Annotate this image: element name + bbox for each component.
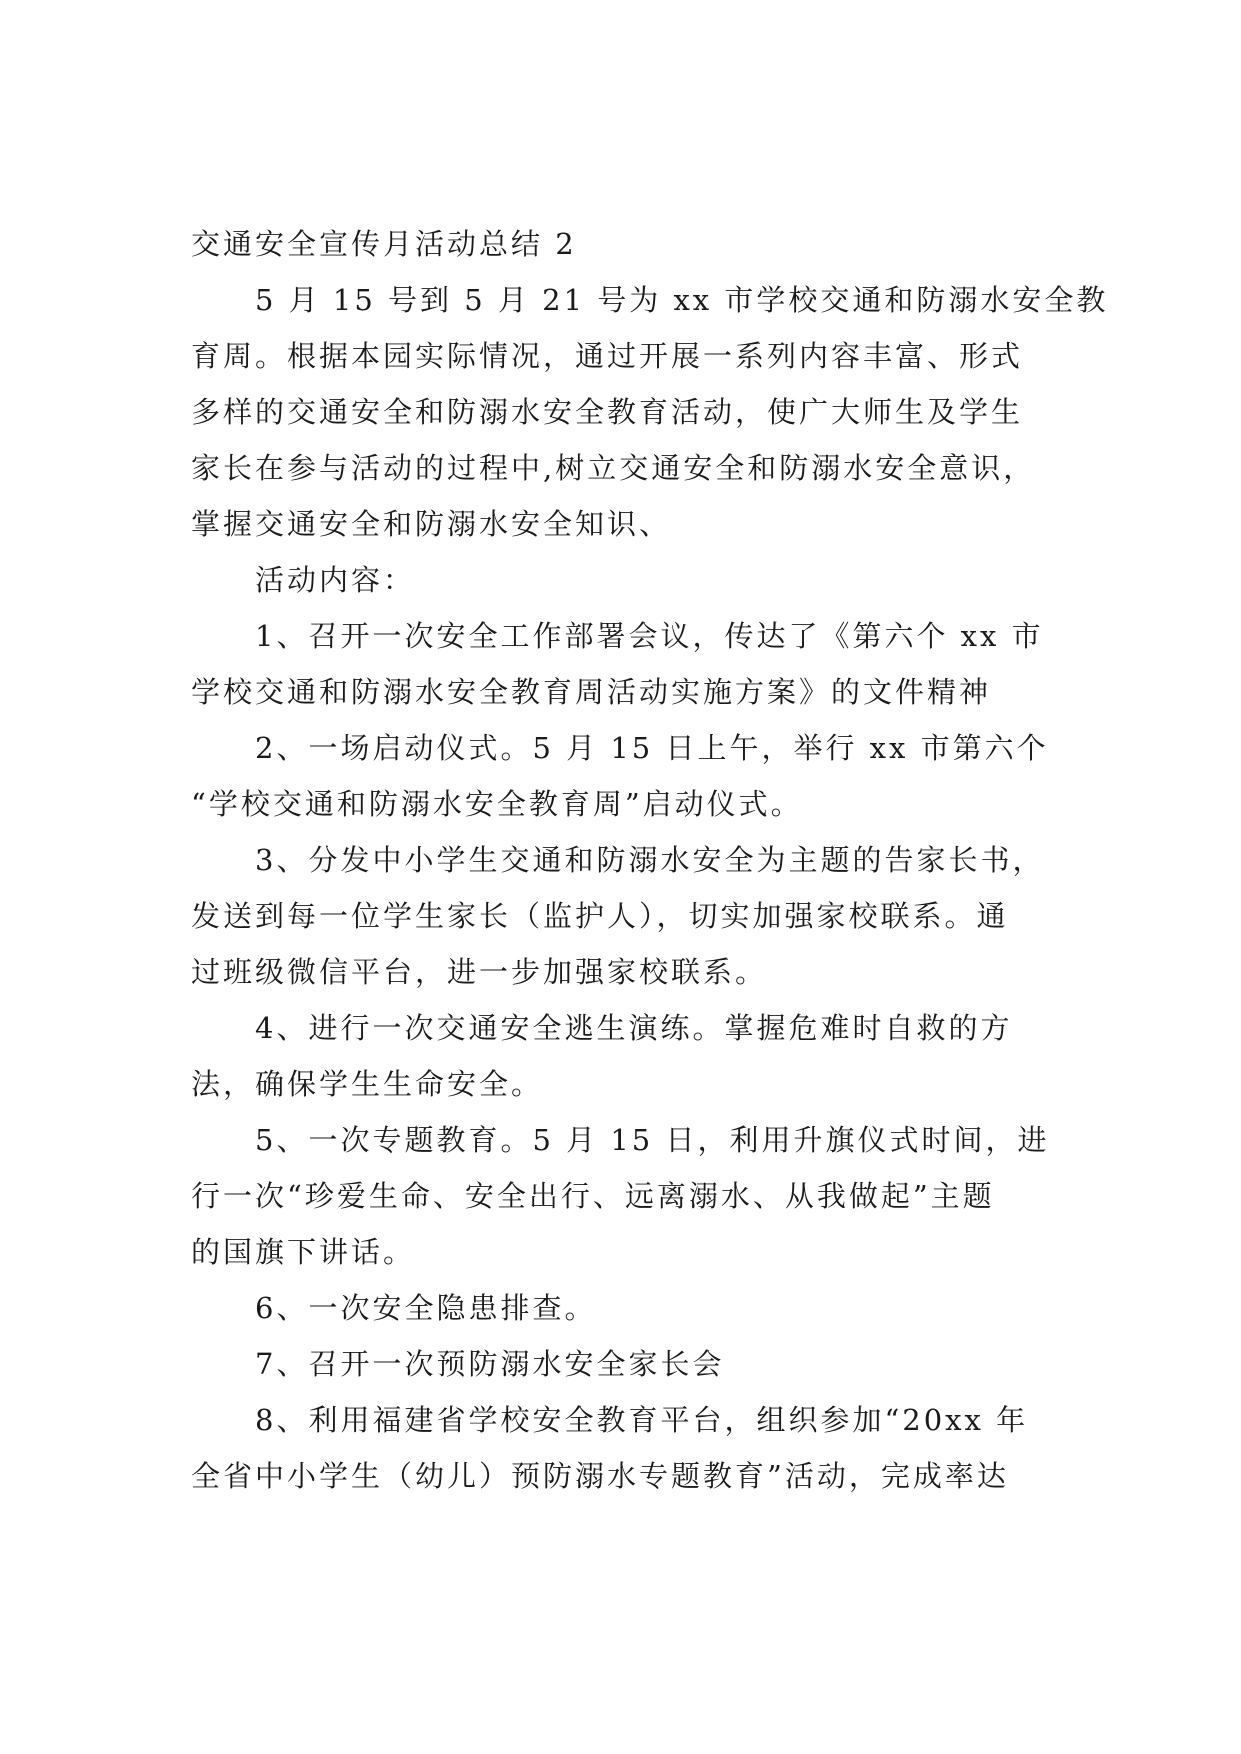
section-heading: 活动内容： [255, 563, 416, 597]
list-item-line: 1、召开一次安全工作部署会议，传达了《第六个 xx 市 [255, 619, 1044, 653]
paragraph-line: 掌握交通安全和防溺水安全知识、 [191, 507, 672, 541]
paragraph-line: 5 月 15 号到 5 月 21 号为 xx 市学校交通和防溺水安全教 [255, 283, 1109, 317]
document-body [191, 216, 1109, 1504]
list-item-line: “学校交通和防溺水安全教育周”启动仪式。 [191, 787, 803, 821]
paragraph-line: 多样的交通安全和防溺水安全教育活动，使广大师生及学生 [191, 395, 1024, 429]
list-item-line: 发送到每一位学生家长（监护人），切实加强家校联系。通 [191, 899, 1009, 933]
list-item-line: 3、分发中小学生交通和防溺水安全为主题的告家长书， [255, 843, 1045, 877]
list-item-line: 4、进行一次交通安全逃生演练。掌握危难时自救的方 [255, 1011, 1013, 1045]
list-item-line: 法，确保学生生命安全。 [191, 1067, 544, 1101]
list-item-line: 学校交通和防溺水安全教育周活动实施方案》的文件精神 [191, 675, 992, 709]
document-title: 交通安全宣传月活动总结 2 [191, 227, 577, 261]
paragraph-line: 家长在参与活动的过程中,树立交通安全和防溺水安全意识， [191, 451, 1036, 485]
paragraph-line: 育周。根据本园实际情况，通过开展一系列内容丰富、形式 [191, 339, 1024, 373]
list-item-line: 的国旗下讲话。 [191, 1235, 416, 1269]
list-item-line: 过班级微信平台，进一步加强家校联系。 [191, 955, 768, 989]
list-item-line: 7、召开一次预防溺水安全家长会 [255, 1347, 725, 1381]
list-item-line: 6、一次安全隐患排查。 [255, 1291, 597, 1325]
list-item-line: 行一次“珍爱生命、安全出行、远离溺水、从我做起”主题 [191, 1179, 995, 1213]
list-item-line: 全省中小学生（幼儿）预防溺水专题教育”活动，完成率达 [191, 1459, 1009, 1493]
list-item-line: 8、利用福建省学校安全教育平台，组织参加“20xx 年 [255, 1403, 1029, 1437]
list-item-line: 5、一次专题教育。5 月 15 日，利用升旗仪式时间，进 [255, 1123, 1050, 1157]
list-item-line: 2、一场启动仪式。5 月 15 日上午，举行 xx 市第六个 [255, 731, 1049, 765]
